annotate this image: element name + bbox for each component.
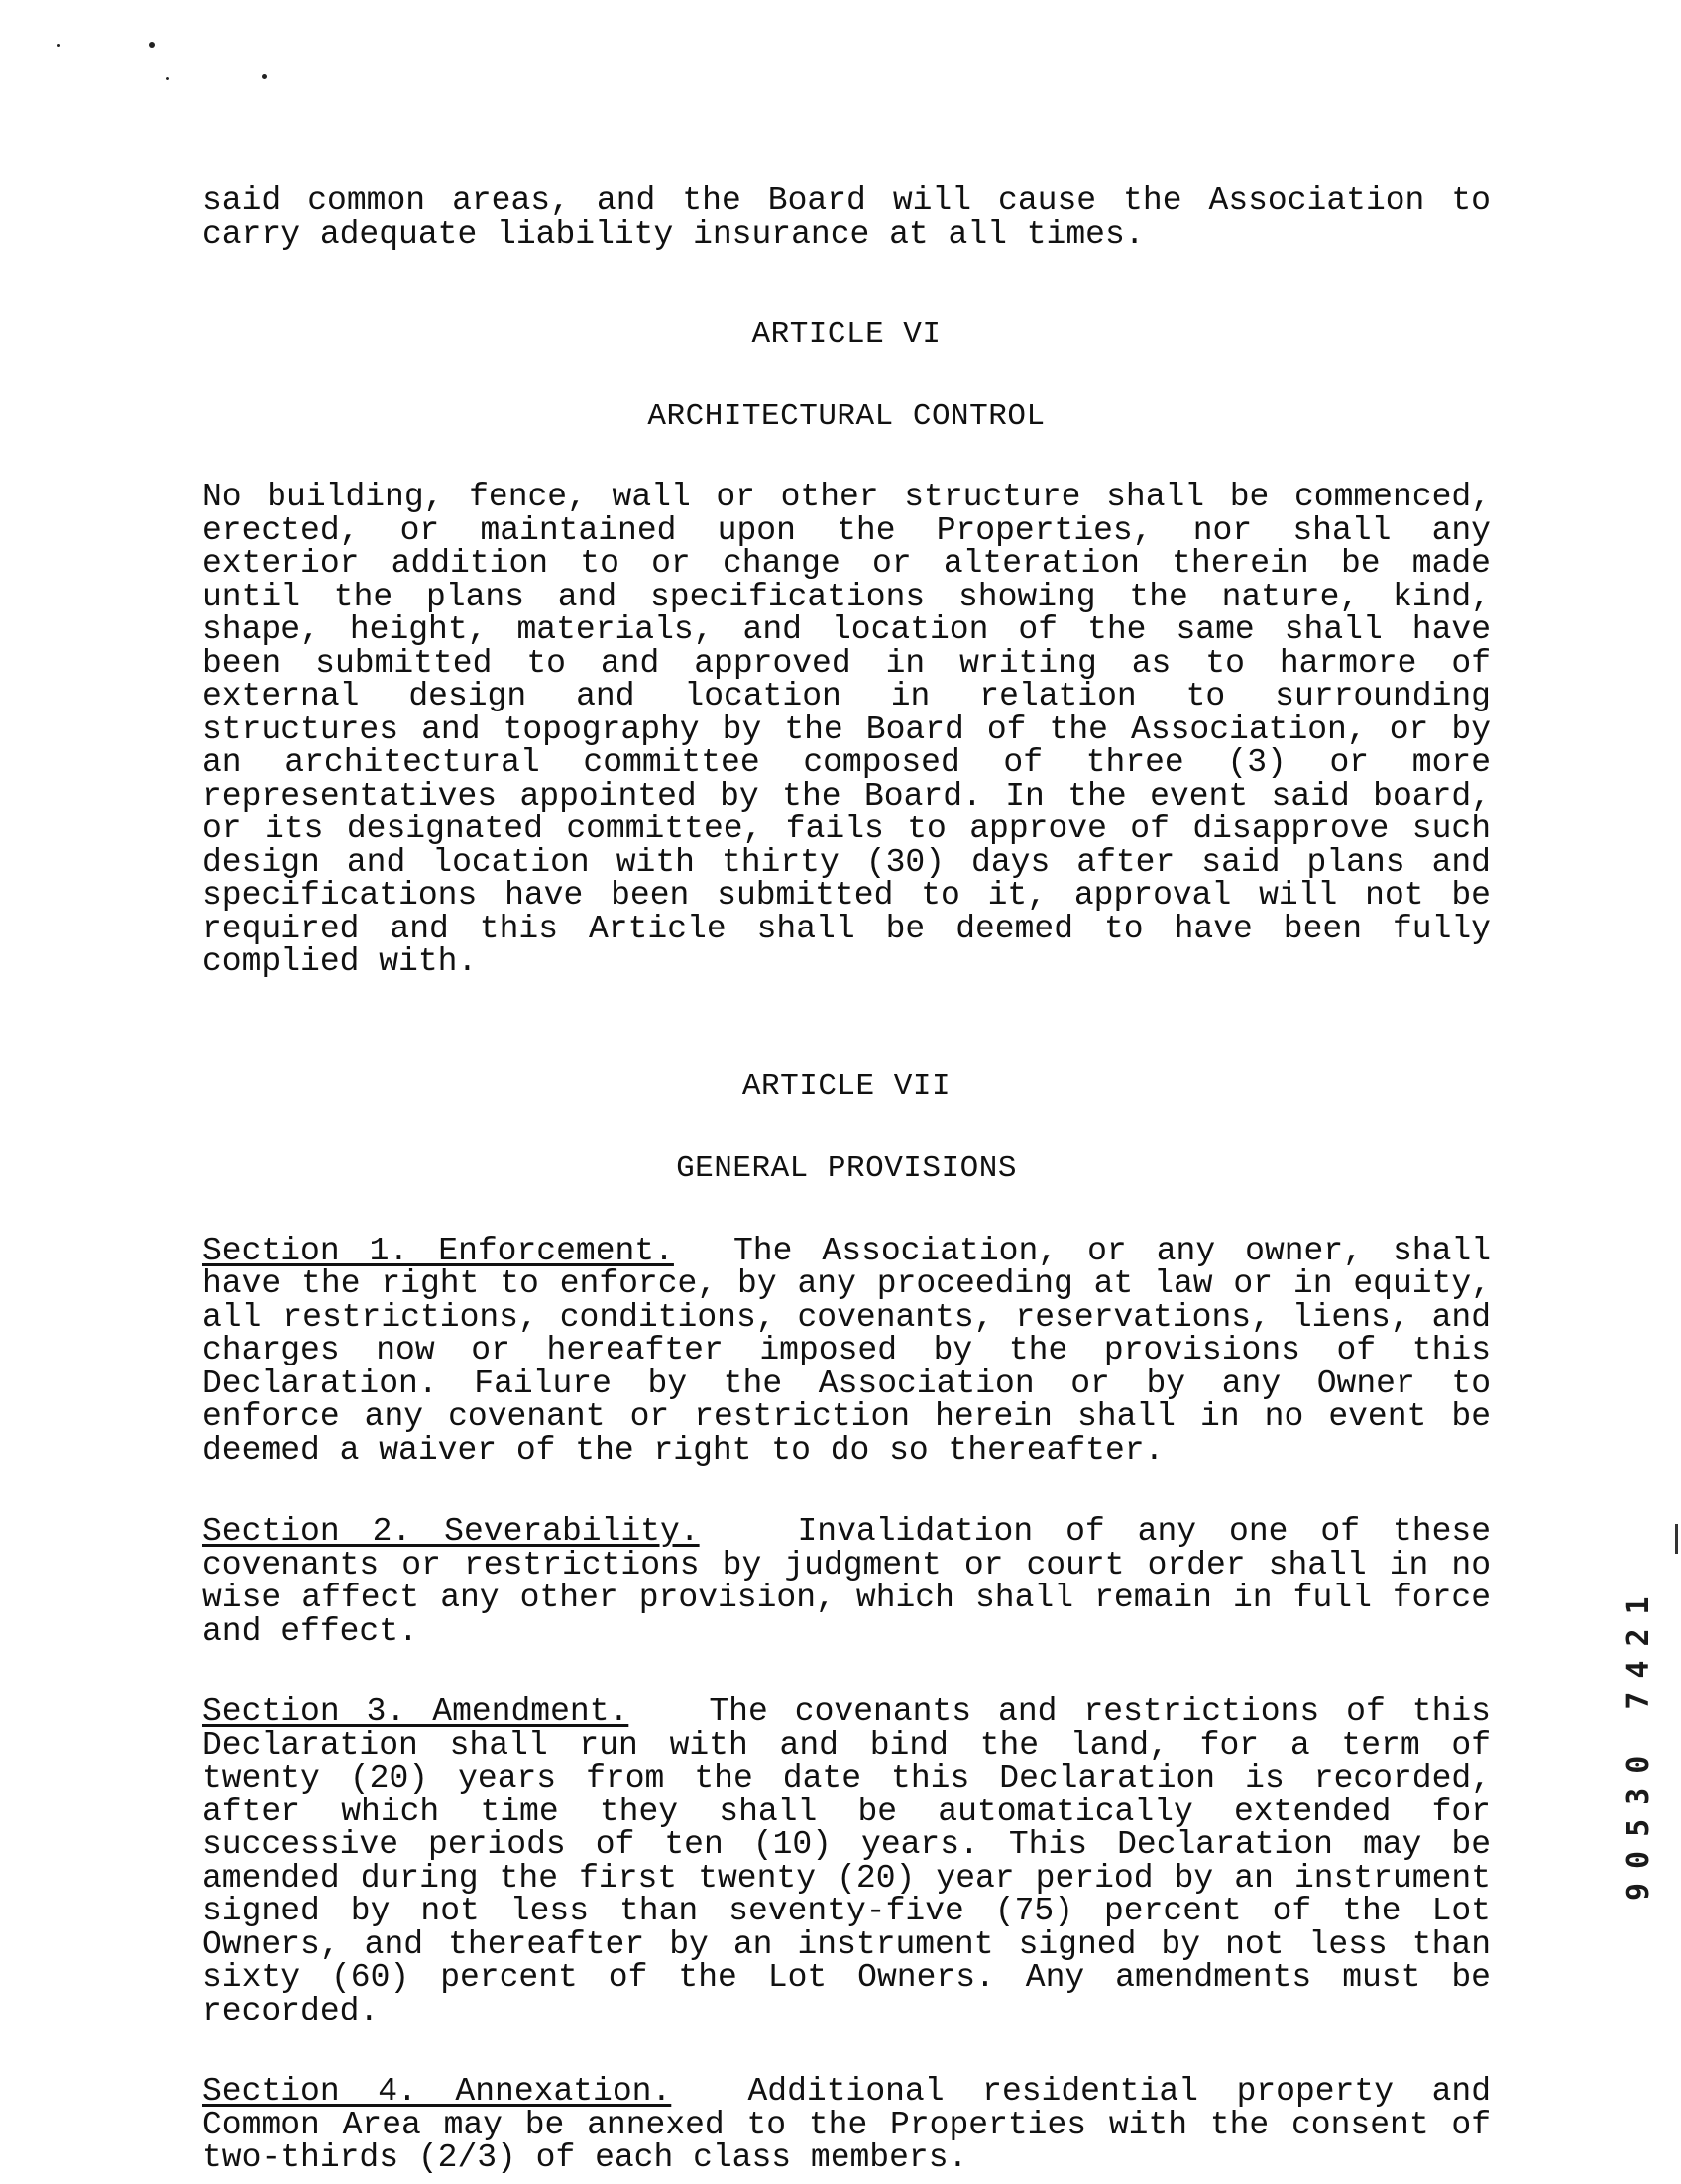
section-body: The covenants and restrictions of this Declaration shall run with and bind the land, for a term of twenty (20) years from the date this Declaration is recorded, after which time they shall be automatically extended for successive periods of ten (10) years. This Declaration may be amended during the first twenty (20) year period by an instrument signed by not less than seventy-five (75) percent of the Lot Owners, and thereafter by an instrument signed by not less than sixty (60) percent of the Lot Owners. Any amendments must be recorded. [202, 1693, 1491, 2029]
scan-speck [262, 74, 267, 79]
section-title: Section 4. Annexation. [202, 2073, 672, 2110]
architectural-control-paragraph: No building, fence, wall or other structure shall be commenced, erected, or maintained upon the Properties, nor shall any exterior addition to or change or alteration therein be made until the plans and specifications showing the nature, kind, shape, height, materials, and location of the same shall have been submitted to and approved in writing as to harmore of external design and location in relation to surrounding structures and topography by the Board of the Association, or by an architectural committee composed of three (3) or more representatives appointed by the Board. In the event said board, or its designated committee, fails to approve of disapprove such design and location with thirty (30) days after said plans and specifications have been submitted to it, approval will not be required and this Article shall be deemed to have been fully complied with. [202, 479, 1491, 980]
scan-speck [149, 42, 155, 48]
section-annexation [202, 2075, 1491, 2175]
article-vi-title: ARCHITECTURAL CONTROL [647, 398, 1046, 434]
scan-edge-mark [1675, 1524, 1678, 1554]
document-body [202, 184, 1491, 2175]
section-title: Section 3. Amendment. [202, 1693, 629, 1730]
scan-speck [166, 77, 169, 80]
margin-stamp-number: 90530 7421 [1622, 1583, 1656, 1901]
section-body: Additional residential property and Common Area may be annexed to the Properties with the consent of two-thirds (2/3) of each class members. [202, 2073, 1492, 2176]
section-severability [202, 1515, 1491, 1648]
scan-speck [57, 44, 60, 47]
article-vii-title: GENERAL PROVISIONS [676, 1151, 1017, 1186]
article-vii-heading: ARTICLE VII [741, 1068, 952, 1104]
section-amendment [202, 1695, 1491, 2027]
section-enforcement [202, 1232, 1492, 1469]
section-title: Section 2. Severability. [202, 1513, 700, 1550]
margin-stamp [1622, 1564, 1661, 1901]
section-title: Section 1. Enforcement. [202, 1232, 674, 1269]
section-body: Invalidation of any one of these covenants or restrictions by judgment or court order shall in no wise affect any other provision, which shall remain in full force and effect. [202, 1513, 1492, 1650]
section-body: The Association, or any owner, shall have the right to enforce, by any proceeding at law or in equity, all restrictions, conditions, covenants, reservations, liens, and charges now or hereafter imposed by the provisions of this Declaration. Failure by the Association or by any Owner to enforce any covenant or restriction herein shall in no event be deemed a waiver of the right to do so thereafter. [202, 1232, 1492, 1469]
article-vi-heading: ARTICLE VI [751, 317, 942, 352]
opening-paragraph: said common areas, and the Board will cause the Association to carry adequate liability insurance at all times. [202, 182, 1491, 253]
